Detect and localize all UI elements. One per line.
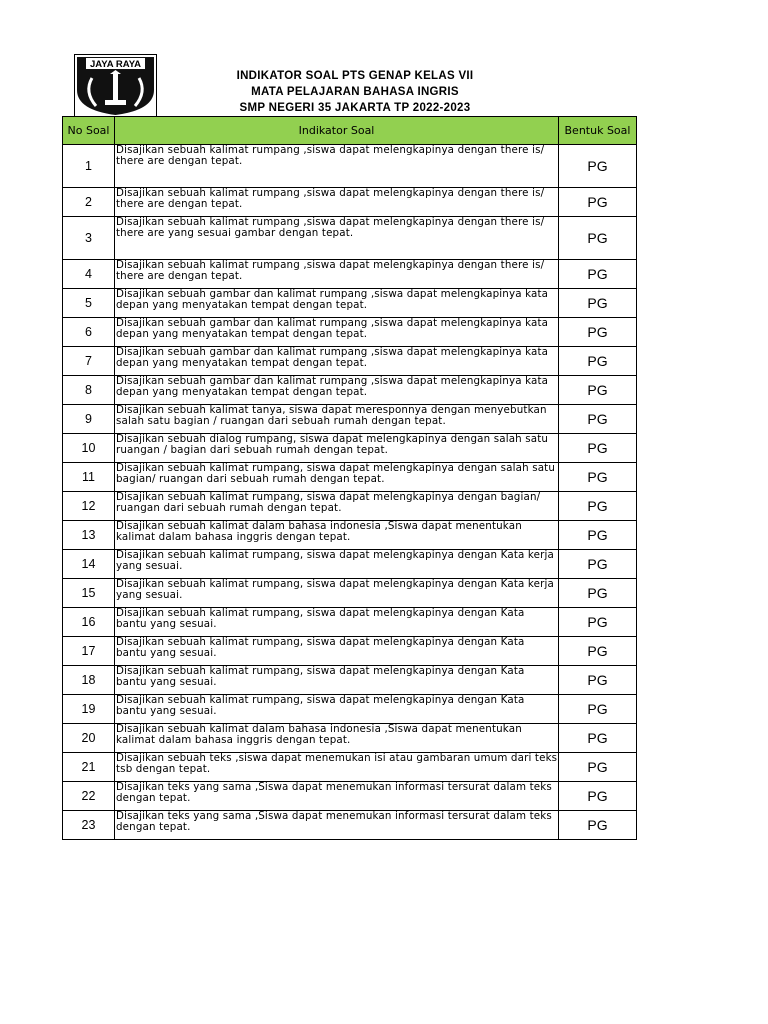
row-bentuk-soal: PG (559, 145, 637, 188)
row-bentuk-soal: PG (559, 521, 637, 550)
row-indikator: Disajikan sebuah kalimat dalam bahasa indonesia ,Siswa dapat menentukan kalimat dalam bahasa inggris dengan tepat. (115, 724, 559, 753)
row-number: 9 (63, 405, 115, 434)
row-bentuk-soal: PG (559, 376, 637, 405)
table-row (63, 753, 637, 782)
table-row (63, 637, 637, 666)
row-number: 23 (63, 811, 115, 840)
row-bentuk-soal: PG (559, 188, 637, 217)
row-number: 14 (63, 550, 115, 579)
row-number: 3 (63, 217, 115, 260)
table-row (63, 434, 637, 463)
row-number: 13 (63, 521, 115, 550)
table-row (63, 724, 637, 753)
col-header-no: No Soal (63, 117, 115, 145)
row-number: 22 (63, 782, 115, 811)
row-number: 10 (63, 434, 115, 463)
row-number: 2 (63, 188, 115, 217)
row-indikator: Disajikan sebuah kalimat rumpang, siswa dapat melengkapinya dengan Kata kerja yang sesuai. (115, 579, 559, 608)
table-row (63, 463, 637, 492)
row-indikator: Disajikan sebuah kalimat tanya, siswa dapat meresponnya dengan menyebutkan salah satu bagian / ruangan dari sebuah rumah dengan tepat. (115, 405, 559, 434)
logo-text: JAYA RAYA (89, 59, 142, 70)
table-row (63, 188, 637, 217)
table-row (63, 376, 637, 405)
row-indikator: Disajikan sebuah kalimat rumpang, siswa dapat melengkapinya dengan Kata bantu yang sesuai. (115, 695, 559, 724)
row-bentuk-soal: PG (559, 724, 637, 753)
document-header (160, 68, 550, 116)
row-indikator: Disajikan sebuah kalimat rumpang, siswa dapat melengkapinya dengan Kata bantu yang sesuai. (115, 637, 559, 666)
row-bentuk-soal: PG (559, 608, 637, 637)
row-bentuk-soal: PG (559, 637, 637, 666)
row-bentuk-soal: PG (559, 463, 637, 492)
col-header-indikator: Indikator Soal (115, 117, 559, 145)
table-body (63, 145, 637, 840)
row-number: 7 (63, 347, 115, 376)
row-bentuk-soal: PG (559, 289, 637, 318)
row-bentuk-soal: PG (559, 666, 637, 695)
row-number: 18 (63, 666, 115, 695)
table-row (63, 666, 637, 695)
table-row (63, 579, 637, 608)
jaya-raya-logo (74, 54, 157, 117)
row-indikator: Disajikan teks yang sama ,Siswa dapat menemukan informasi tersurat dalam teks dengan tepat. (115, 782, 559, 811)
row-indikator: Disajikan teks yang sama ,Siswa dapat menemukan informasi tersurat dalam teks dengan tepat. (115, 811, 559, 840)
row-indikator: Disajikan sebuah kalimat dalam bahasa indonesia ,Siswa dapat menentukan kalimat dalam bahasa inggris dengan tepat. (115, 521, 559, 550)
table-row (63, 217, 637, 260)
row-bentuk-soal: PG (559, 753, 637, 782)
table-row (63, 347, 637, 376)
table-row (63, 550, 637, 579)
row-indikator: Disajikan sebuah kalimat rumpang ,siswa dapat melengkapinya dengan there is/ there are dengan tepat. (115, 260, 559, 289)
row-indikator: Disajikan sebuah gambar dan kalimat rumpang ,siswa dapat melengkapinya kata depan yang menyatakan tempat dengan tepat. (115, 318, 559, 347)
row-bentuk-soal: PG (559, 811, 637, 840)
row-number: 15 (63, 579, 115, 608)
row-indikator: Disajikan sebuah kalimat rumpang ,siswa dapat melengkapinya dengan there is/ there are dengan tepat. (115, 145, 559, 188)
row-number: 5 (63, 289, 115, 318)
row-bentuk-soal: PG (559, 405, 637, 434)
row-indikator: Disajikan sebuah kalimat rumpang, siswa dapat melengkapinya dengan bagian/ ruangan dari sebuah rumah dengan tepat. (115, 492, 559, 521)
table-row (63, 695, 637, 724)
row-bentuk-soal: PG (559, 347, 637, 376)
table-row (63, 289, 637, 318)
table-row (63, 260, 637, 289)
row-indikator: Disajikan sebuah gambar dan kalimat rumpang ,siswa dapat melengkapinya kata depan yang menyatakan tempat dengan tepat. (115, 289, 559, 318)
row-indikator: Disajikan sebuah gambar dan kalimat rumpang ,siswa dapat melengkapinya kata depan yang menyatakan tempat dengan tepat. (115, 376, 559, 405)
row-bentuk-soal: PG (559, 782, 637, 811)
row-indikator: Disajikan sebuah dialog rumpang, siswa dapat melengkapinya dengan salah satu ruangan / bagian dari sebuah rumah dengan tepat. (115, 434, 559, 463)
row-bentuk-soal: PG (559, 434, 637, 463)
header-title: INDIKATOR SOAL PTS GENAP KELAS VII (236, 70, 474, 82)
row-bentuk-soal: PG (559, 579, 637, 608)
row-bentuk-soal: PG (559, 217, 637, 260)
row-indikator: Disajikan sebuah kalimat rumpang, siswa dapat melengkapinya dengan Kata bantu yang sesuai. (115, 608, 559, 637)
indikator-table (62, 116, 637, 840)
row-bentuk-soal: PG (559, 318, 637, 347)
row-indikator: Disajikan sebuah kalimat rumpang, siswa dapat melengkapinya dengan Kata kerja yang sesuai. (115, 550, 559, 579)
table-row (63, 521, 637, 550)
row-bentuk-soal: PG (559, 260, 637, 289)
row-bentuk-soal: PG (559, 695, 637, 724)
table-row (63, 145, 637, 188)
row-number: 20 (63, 724, 115, 753)
table-row (63, 405, 637, 434)
header-school: SMP NEGERI 35 JAKARTA TP 2022-2023 (239, 102, 471, 114)
table-row (63, 608, 637, 637)
row-number: 6 (63, 318, 115, 347)
header-subject: MATA PELAJARAN BAHASA INGRIS (251, 86, 459, 98)
table-row (63, 492, 637, 521)
table-header-row (63, 117, 637, 145)
row-bentuk-soal: PG (559, 550, 637, 579)
row-number: 8 (63, 376, 115, 405)
row-number: 21 (63, 753, 115, 782)
row-number: 12 (63, 492, 115, 521)
row-number: 17 (63, 637, 115, 666)
row-indikator: Disajikan sebuah kalimat rumpang ,siswa dapat melengkapinya dengan there is/ there are yang sesuai gambar dengan tepat. (115, 217, 559, 260)
row-number: 16 (63, 608, 115, 637)
row-number: 19 (63, 695, 115, 724)
row-number: 1 (63, 145, 115, 188)
row-indikator: Disajikan sebuah kalimat rumpang, siswa dapat melengkapinya dengan salah satu bagian/ ruangan dari sebuah rumah dengan tepat. (115, 463, 559, 492)
row-bentuk-soal: PG (559, 492, 637, 521)
col-header-bentuk: Bentuk Soal (559, 117, 637, 145)
row-indikator: Disajikan sebuah kalimat rumpang ,siswa dapat melengkapinya dengan there is/ there are dengan tepat. (115, 188, 559, 217)
table-row (63, 318, 637, 347)
row-indikator: Disajikan sebuah gambar dan kalimat rumpang ,siswa dapat melengkapinya kata depan yang menyatakan tempat dengan tepat. (115, 347, 559, 376)
row-number: 4 (63, 260, 115, 289)
row-indikator: Disajikan sebuah teks ,siswa dapat menemukan isi atau gambaran umum dari teks tsb dengan tepat. (115, 753, 559, 782)
table-row (63, 782, 637, 811)
row-number: 11 (63, 463, 115, 492)
row-indikator: Disajikan sebuah kalimat rumpang, siswa dapat melengkapinya dengan Kata bantu yang sesuai. (115, 666, 559, 695)
table-row (63, 811, 637, 840)
